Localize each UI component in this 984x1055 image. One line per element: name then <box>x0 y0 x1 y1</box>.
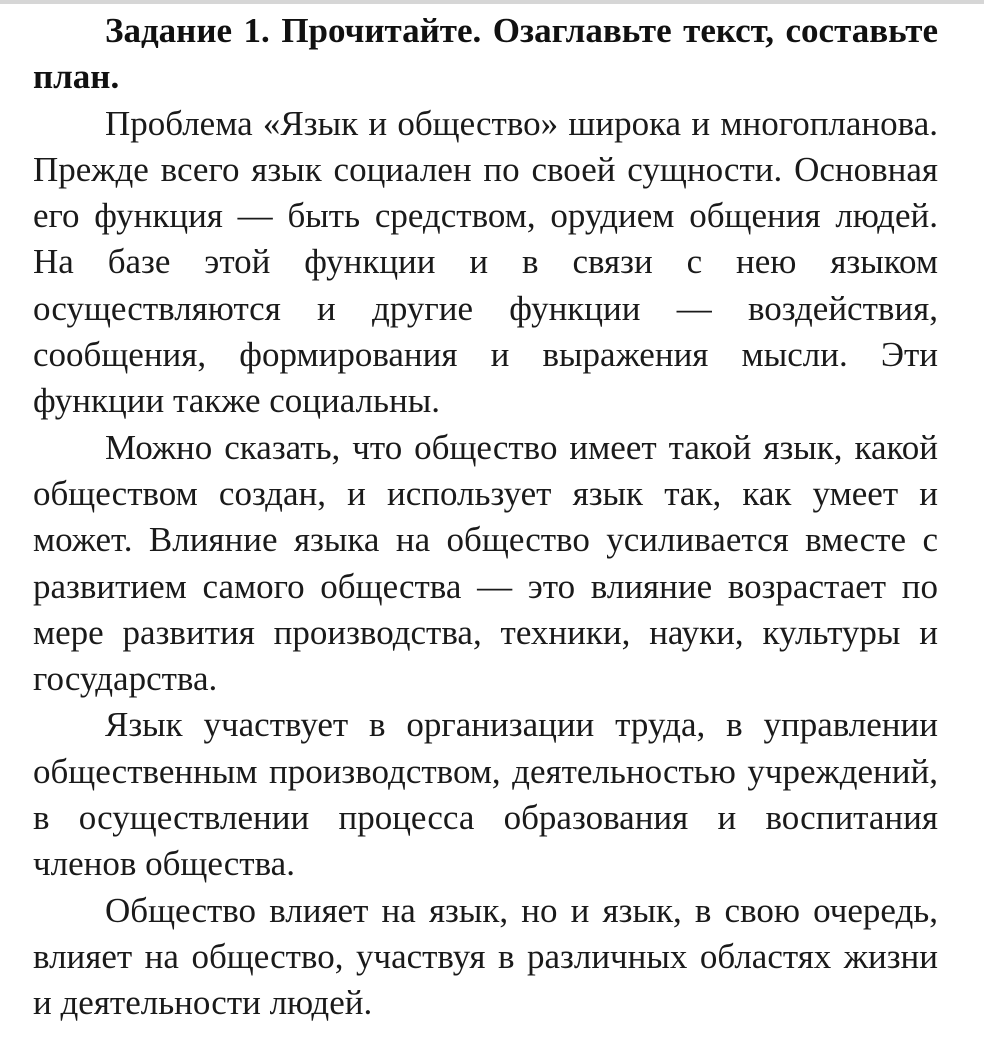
task-heading: Задание 1. Прочитайте. Озаглавьте текст, составьте план. <box>33 11 938 97</box>
paragraph-4: Общество влияет на язык, но и язык, в свою очередь, влияет на общество, участвуя в различных областях жизни и деятельности людей. <box>33 890 938 1023</box>
paragraph-3: Язык участвует в организации труда, в управлении общественным производством, деятельностью учреждений, в осуществлении процесса образования и воспитания членов общества. <box>33 705 938 884</box>
paragraph-1: Проблема «Язык и общество» широка и многопланова. Прежде всего язык социален по своей сущности. Основная его функция — быть средством, орудием общения людей. На базе этой функции и в связи с нею языком осуществляются и другие функции — воздействия, сообщения, формирования и выражения мысли. Эти функции также социальны. <box>33 103 938 421</box>
paragraph-2: Можно сказать, что общество имеет такой язык, какой обществом создан, и использует язык так, как умеет и может. Влияние языка на общество усиливается вместе с развитием самого общества — это влияние возрастает по мере развития производства, техники, науки, культуры и государства. <box>33 427 938 699</box>
document-page <box>33 8 938 1027</box>
top-divider <box>0 0 984 4</box>
